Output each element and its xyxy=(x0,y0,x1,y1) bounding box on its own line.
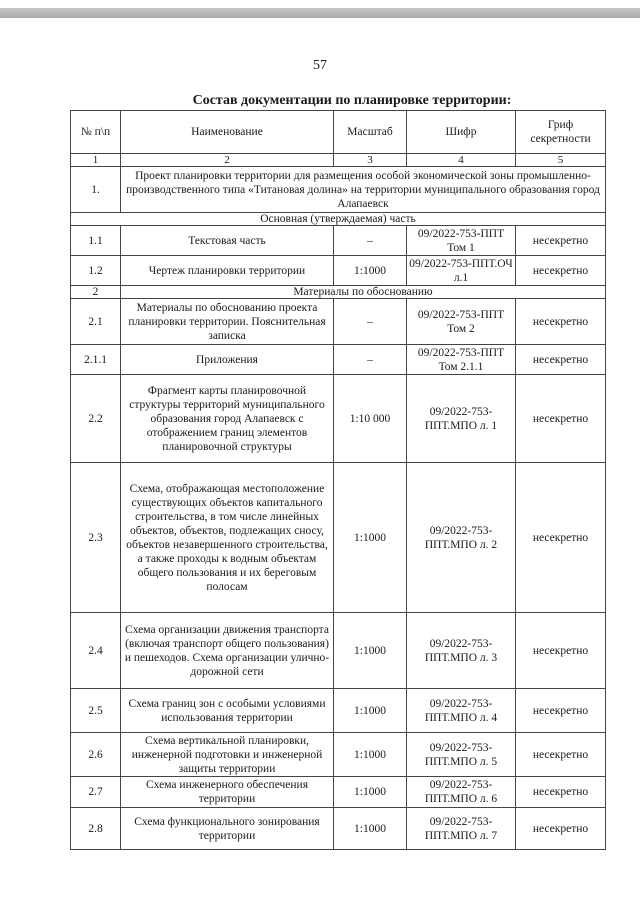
row-scale: – xyxy=(334,299,407,345)
column-number: 1 xyxy=(71,154,121,167)
row-number: 2.7 xyxy=(71,777,121,808)
row-scale: 1:1000 xyxy=(334,689,407,733)
table-header-row xyxy=(71,111,606,154)
row-secrecy: несекретно xyxy=(516,463,606,613)
row-scale: 1:1000 xyxy=(334,613,407,689)
table-row xyxy=(71,689,606,733)
row-scale: 1:1000 xyxy=(334,808,407,850)
column-number: 3 xyxy=(334,154,407,167)
row-name: Схема организации движения транспорта (включая транспорт общего пользования) и пешеходов. Схема организации улично-дорожной сети xyxy=(121,613,334,689)
document-title: Состав документации по планировке территории: xyxy=(192,93,512,108)
table-row xyxy=(71,733,606,777)
row-scale: – xyxy=(334,226,407,256)
row-code: 09/2022-753-ППТ Том 2 xyxy=(407,299,516,345)
project-title: Проект планировки территории для размещения особой экономической зоны промышленно-производственного типа «Титановая долина» на территории муниципального образования город Алапаевск xyxy=(121,167,606,213)
row-number: 2.4 xyxy=(71,613,121,689)
row-name: Текстовая часть xyxy=(121,226,334,256)
row-scale: 1:10 000 xyxy=(334,375,407,463)
row-scale: 1:1000 xyxy=(334,777,407,808)
row-secrecy: несекретно xyxy=(516,375,606,463)
table-row xyxy=(71,299,606,345)
table-row xyxy=(71,463,606,613)
row-number: 2.3 xyxy=(71,463,121,613)
row-number: 2.8 xyxy=(71,808,121,850)
row-scale: 1:1000 xyxy=(334,256,407,286)
header-number: № п\п xyxy=(71,111,121,154)
column-number: 5 xyxy=(516,154,606,167)
row-name: Приложения xyxy=(121,345,334,375)
header-name: Наименование xyxy=(121,111,334,154)
row-name: Фрагмент карты планировочной структуры территорий муниципального образования город Алапаевск с отображением границ элементов планировочной структуры xyxy=(121,375,334,463)
header-code: Шифр xyxy=(407,111,516,154)
row-code: 09/2022-753-ППТ.МПО л. 7 xyxy=(407,808,516,850)
row-secrecy: несекретно xyxy=(516,299,606,345)
row-number: 2.1 xyxy=(71,299,121,345)
section-row-main xyxy=(71,213,606,226)
row-code: 09/2022-753-ППТ Том 2.1.1 xyxy=(407,345,516,375)
row-scale: 1:1000 xyxy=(334,733,407,777)
row-secrecy: несекретно xyxy=(516,226,606,256)
row-number: 2.5 xyxy=(71,689,121,733)
row-secrecy: несекретно xyxy=(516,345,606,375)
section-label: Основная (утверждаемая) часть xyxy=(71,213,606,226)
row-number: 2.2 xyxy=(71,375,121,463)
page-number: 57 xyxy=(313,58,327,73)
row-code: 09/2022-753-ППТ.ОЧ л.1 xyxy=(407,256,516,286)
column-number: 2 xyxy=(121,154,334,167)
table-row xyxy=(71,256,606,286)
table-row xyxy=(71,808,606,850)
row-scale: – xyxy=(334,345,407,375)
column-number-row xyxy=(71,154,606,167)
project-row xyxy=(71,167,606,213)
row-secrecy: несекретно xyxy=(516,613,606,689)
row-secrecy: несекретно xyxy=(516,808,606,850)
row-code: 09/2022-753-ППТ.МПО л. 1 xyxy=(407,375,516,463)
row-secrecy: несекретно xyxy=(516,256,606,286)
table-row xyxy=(71,777,606,808)
row-secrecy: несекретно xyxy=(516,733,606,777)
header-scale: Масштаб xyxy=(334,111,407,154)
row-name: Материалы по обоснованию проекта планировки территории. Пояснительная записка xyxy=(121,299,334,345)
row-number: 1. xyxy=(71,167,121,213)
section-label: Материалы по обоснованию xyxy=(121,286,606,299)
row-code: 09/2022-753-ППТ Том 1 xyxy=(407,226,516,256)
row-scale: 1:1000 xyxy=(334,463,407,613)
row-number: 1.1 xyxy=(71,226,121,256)
column-number: 4 xyxy=(407,154,516,167)
row-name: Схема инженерного обеспечения территории xyxy=(121,777,334,808)
table-row xyxy=(71,613,606,689)
row-name: Чертеж планировки территории xyxy=(121,256,334,286)
row-code: 09/2022-753-ППТ.МПО л. 3 xyxy=(407,613,516,689)
row-secrecy: несекретно xyxy=(516,777,606,808)
header-secrecy: Гриф секретности xyxy=(516,111,606,154)
row-number: 2 xyxy=(71,286,121,299)
row-name: Схема функционального зонирования территории xyxy=(121,808,334,850)
row-number: 2.6 xyxy=(71,733,121,777)
row-code: 09/2022-753-ППТ.МПО л. 6 xyxy=(407,777,516,808)
scan-edge-bar xyxy=(0,8,640,18)
row-code: 09/2022-753-ППТ.МПО л. 4 xyxy=(407,689,516,733)
row-code: 09/2022-753-ППТ.МПО л. 5 xyxy=(407,733,516,777)
row-name: Схема вертикальной планировки, инженерной подготовки и инженерной защиты территории xyxy=(121,733,334,777)
section-row-justification xyxy=(71,286,606,299)
row-number: 2.1.1 xyxy=(71,345,121,375)
table-row xyxy=(71,226,606,256)
row-name: Схема границ зон с особыми условиями использования территории xyxy=(121,689,334,733)
row-number: 1.2 xyxy=(71,256,121,286)
documentation-table xyxy=(70,110,606,850)
row-name: Схема, отображающая местоположение существующих объектов капитального строительства, в том числе линейных объектов, объектов, подлежащих сносу, объектов незавершенного строительства, а также проходы к водным объектам общего пользования и их береговым полосам xyxy=(121,463,334,613)
row-code: 09/2022-753-ППТ.МПО л. 2 xyxy=(407,463,516,613)
table-row xyxy=(71,345,606,375)
row-secrecy: несекретно xyxy=(516,689,606,733)
table-row xyxy=(71,375,606,463)
